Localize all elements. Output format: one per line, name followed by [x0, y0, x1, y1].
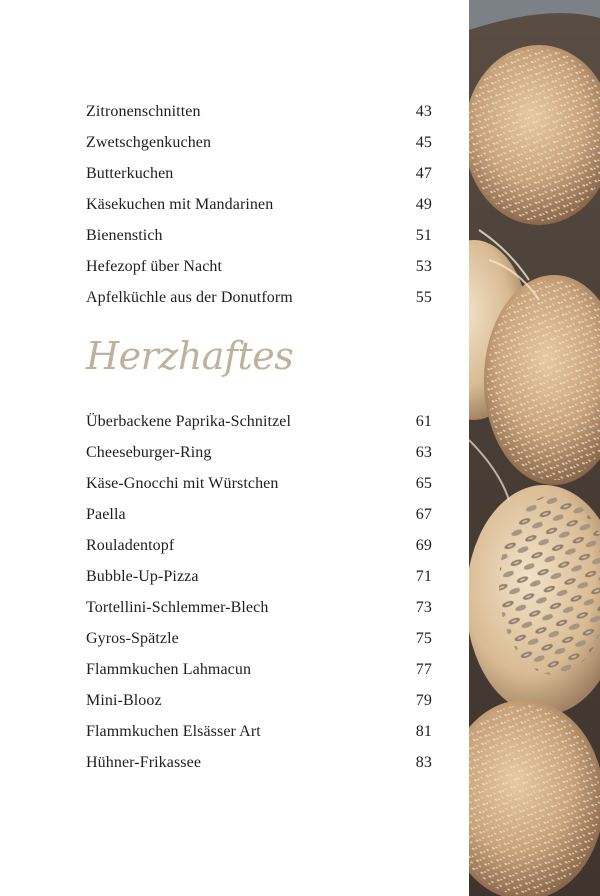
toc-entry — [86, 685, 432, 716]
toc-entry-title: Überbackene Paprika-Schnitzel — [86, 412, 292, 430]
toc-entry-page: 61 — [415, 412, 432, 430]
toc-entry-page: 55 — [415, 288, 432, 306]
toc-entry-page: 83 — [415, 753, 432, 771]
toc-entry — [86, 189, 432, 220]
toc-entry — [86, 96, 432, 127]
toc-entry-title: Mini-Blooz — [86, 691, 162, 709]
toc-entry-title: Hühner-Frikassee — [86, 753, 202, 771]
toc-entry-page: 71 — [415, 567, 432, 585]
toc-entry — [86, 716, 432, 747]
toc-entry-page: 63 — [415, 443, 432, 461]
toc-entry-title: Rouladentopf — [86, 536, 175, 554]
toc-entry-title: Zitronenschnitten — [86, 102, 201, 120]
toc-entry — [86, 127, 432, 158]
toc-entry — [86, 592, 432, 623]
section-heading: Herzhaftes — [86, 334, 294, 378]
toc-entry-page: 67 — [415, 505, 432, 523]
toc-entry-title: Flammkuchen Lahmacun — [86, 660, 252, 678]
bread-rolls-illustration — [469, 0, 600, 896]
toc-entry-title: Butterkuchen — [86, 164, 174, 182]
toc-entry — [86, 499, 432, 530]
toc-entry — [86, 406, 432, 437]
toc-entry — [86, 251, 432, 282]
toc-entry — [86, 468, 432, 499]
toc-entry-page: 45 — [415, 133, 432, 151]
toc-entry — [86, 220, 432, 251]
toc-entry-title: Zwetschgenkuchen — [86, 133, 212, 151]
toc-entry-page: 77 — [415, 660, 432, 678]
toc-entry-page: 49 — [415, 195, 432, 213]
toc-entry — [86, 747, 432, 778]
toc-entry — [86, 623, 432, 654]
toc-entry-title: Tortellini-Schlemmer-Blech — [86, 598, 269, 616]
toc-entry-page: 69 — [415, 536, 432, 554]
toc-entry — [86, 561, 432, 592]
toc-entry-page: 53 — [415, 257, 432, 275]
toc-entry-title: Käse-Gnocchi mit Würstchen — [86, 474, 279, 492]
toc-list-savory — [86, 406, 432, 778]
toc-entry-title: Apfelküchle aus der Donutform — [86, 288, 293, 306]
toc-entry-title: Gyros-Spätzle — [86, 629, 179, 647]
toc-entry-page: 43 — [415, 102, 432, 120]
toc-entry-page: 47 — [415, 164, 432, 182]
toc-entry — [86, 282, 432, 313]
toc-entry — [86, 437, 432, 468]
toc-entry-page: 81 — [415, 722, 432, 740]
toc-entry-title: Bubble-Up-Pizza — [86, 567, 199, 585]
toc-list-sweet — [86, 96, 432, 313]
toc-entry-title: Paella — [86, 505, 126, 523]
toc-entry-title: Hefezopf über Nacht — [86, 257, 223, 275]
toc-entry-page: 79 — [415, 691, 432, 709]
toc-entry-title: Bienenstich — [86, 226, 163, 244]
toc-entry-title: Flammkuchen Elsässer Art — [86, 722, 261, 740]
toc-entry-page: 51 — [415, 226, 432, 244]
toc-entry — [86, 530, 432, 561]
toc-entry — [86, 654, 432, 685]
toc-entry — [86, 158, 432, 189]
toc-entry-title: Käsekuchen mit Mandarinen — [86, 195, 274, 213]
toc-entry-title: Cheeseburger-Ring — [86, 443, 212, 461]
bread-rolls-photo — [469, 0, 600, 896]
toc-entry-page: 75 — [415, 629, 432, 647]
toc-entry-page: 65 — [415, 474, 432, 492]
toc-entry-page: 73 — [415, 598, 432, 616]
